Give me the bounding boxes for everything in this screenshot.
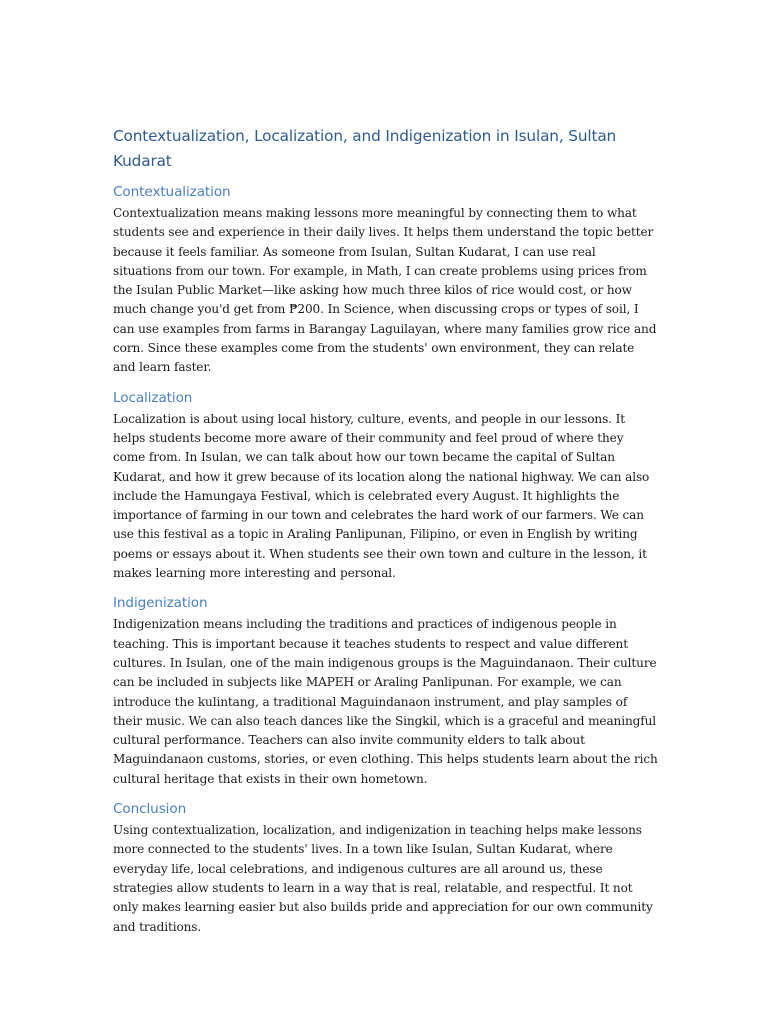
section-heading-contextualization: Contextualization — [113, 184, 231, 200]
section-body-conclusion: Using contextualization, localization, and indigenization in teaching helps make lessons more connected to the students' lives. In a town like Isulan, Sultan Kudarat, where everyday life, local celebrations, and indigenous cultures are all around us, these strategies allow students to learn in a way that is real, relatable, and respectful. It not only makes learning easier but also builds pride and appreciation for our own community and traditions. — [113, 823, 653, 934]
section-body-indigenization: Indigenization means including the traditions and practices of indigenous people in teaching. This is important because it teaches students to respect and value different cultures. In Isulan, one of the main indigenous groups is the Maguindanaon. Their culture can be included in subjects like MAPEH or Araling Panlipunan. For example, we can introduce the kulintang, a traditional Maguindanaon instrument, and play samples of their music. We can also teach dances like the Singkil, which is a graceful and meaningful cultural performance. Teachers can also invite community elders to talk about Maguindanaon customs, stories, or even clothing. This helps students learn about the rich cultural heritage that exists in their own hometown. — [113, 617, 658, 786]
section-body-localization: Localization is about using local history, culture, events, and people in our lessons. It helps students become more aware of their community and feel proud of where they come from. In Isulan, we can talk about how our town became the capital of Sultan Kudarat, and how it grew because of its location along the national highway. We can also include the Hamungaya Festival, which is celebrated every August. It highlights the importance of farming in our town and celebrates the hard work of our farmers. We can use this festival as a topic in Araling Panlipunan, Filipino, or even in English by writing poems or essays about it. When students see their own town and culture in the lesson, it makes learning more interesting and personal. — [113, 411, 650, 581]
section-heading-localization: Localization — [113, 389, 193, 406]
section-conclusion — [113, 799, 658, 937]
section-indigenization — [113, 593, 658, 789]
document-title: Contextualization, Localization, and Indigenization in Isulan, Sultan Kudarat — [113, 127, 617, 170]
section-heading-indigenization: Indigenization — [113, 595, 208, 612]
document-page — [113, 124, 658, 947]
section-contextualization — [113, 182, 658, 378]
section-heading-conclusion: Conclusion — [113, 801, 187, 818]
section-localization — [113, 388, 658, 584]
section-body-contextualization: Contextualization means making lessons more meaningful by connecting them to what students see and experience in their daily lives. It helps them understand the topic better because it feels familiar. As someone from Isulan, Sultan Kudarat, I can use real situations from our town. For example, in Math, I can create problems using prices from the Isulan Public Market—like asking how much three kilos of rice would cost, or how much change you'd get from ₱200. In Science, when discussing crops or types of soil, I can use examples from farms in Barangay Laguilayan, where many families grow rice and corn. Since these examples come from the students' own environment, they can relate and learn faster. — [113, 206, 657, 375]
